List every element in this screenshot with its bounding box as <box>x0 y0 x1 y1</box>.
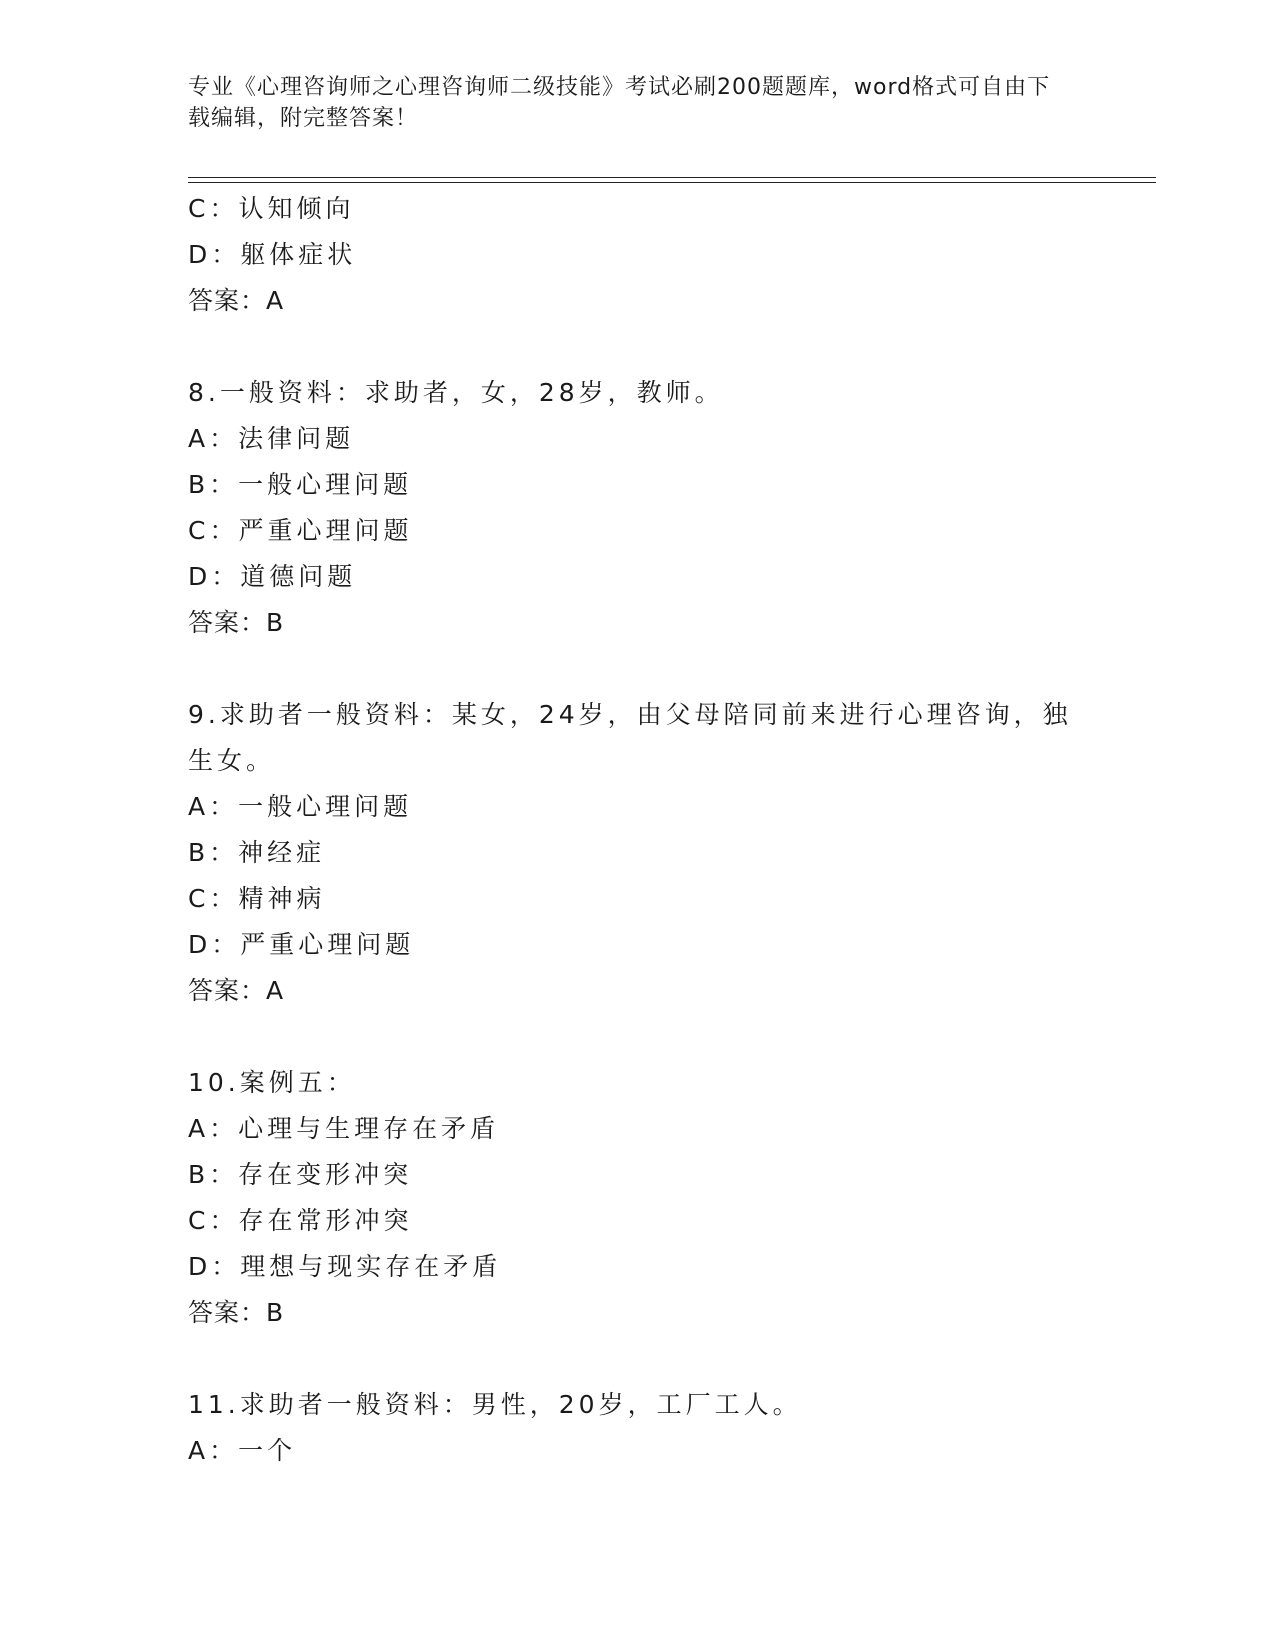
answer-line: 答案：B <box>188 608 285 637</box>
question-list <box>188 186 1088 1474</box>
option-b: B：存在变形冲突 <box>188 1160 413 1189</box>
header-divider-top <box>188 177 1156 178</box>
option-a: A：法律问题 <box>188 424 355 453</box>
option-b: B：神经症 <box>188 838 326 867</box>
question-block-9 <box>188 692 1088 1014</box>
header-divider-bottom <box>188 182 1156 183</box>
document-header <box>188 72 1068 134</box>
question-block-10 <box>188 1060 1088 1336</box>
question-text: 10.案例五： <box>188 1068 356 1097</box>
option-d: D：理想与现实存在矛盾 <box>188 1252 502 1281</box>
option-b: B：一般心理问题 <box>188 470 413 499</box>
option-d: D：道德问题 <box>188 562 357 591</box>
answer-line: 答案：A <box>188 976 285 1005</box>
option-c: C：精神病 <box>188 884 326 913</box>
answer-line: 答案：A <box>188 286 285 315</box>
option-a: A：一个 <box>188 1436 297 1465</box>
question-block-11 <box>188 1382 1088 1474</box>
option-c: C：严重心理问题 <box>188 516 413 545</box>
header-title: 专业《心理咨询师之心理咨询师二级技能》考试必刷200题题库，word格式可自由下载编辑，附完整答案！ <box>188 75 1051 131</box>
option-a: A：心理与生理存在矛盾 <box>188 1114 500 1143</box>
option-a: A：一般心理问题 <box>188 792 413 821</box>
option-c: C：认知倾向 <box>188 194 355 223</box>
question-block-8 <box>188 370 1088 646</box>
question-text: 8.一般资料：求助者，女，28岁，教师。 <box>188 378 724 407</box>
option-d: D：严重心理问题 <box>188 930 415 959</box>
question-text: 9.求助者一般资料：某女，24岁，由父母陪同前来进行心理咨询，独生女。 <box>188 700 1072 775</box>
option-d: D：躯体症状 <box>188 240 357 269</box>
answer-line: 答案：B <box>188 1298 285 1327</box>
question-text: 11.求助者一般资料：男性，20岁，工厂工人。 <box>188 1390 802 1419</box>
option-c: C：存在常形冲突 <box>188 1206 413 1235</box>
question-block-7-continued <box>188 186 1088 324</box>
